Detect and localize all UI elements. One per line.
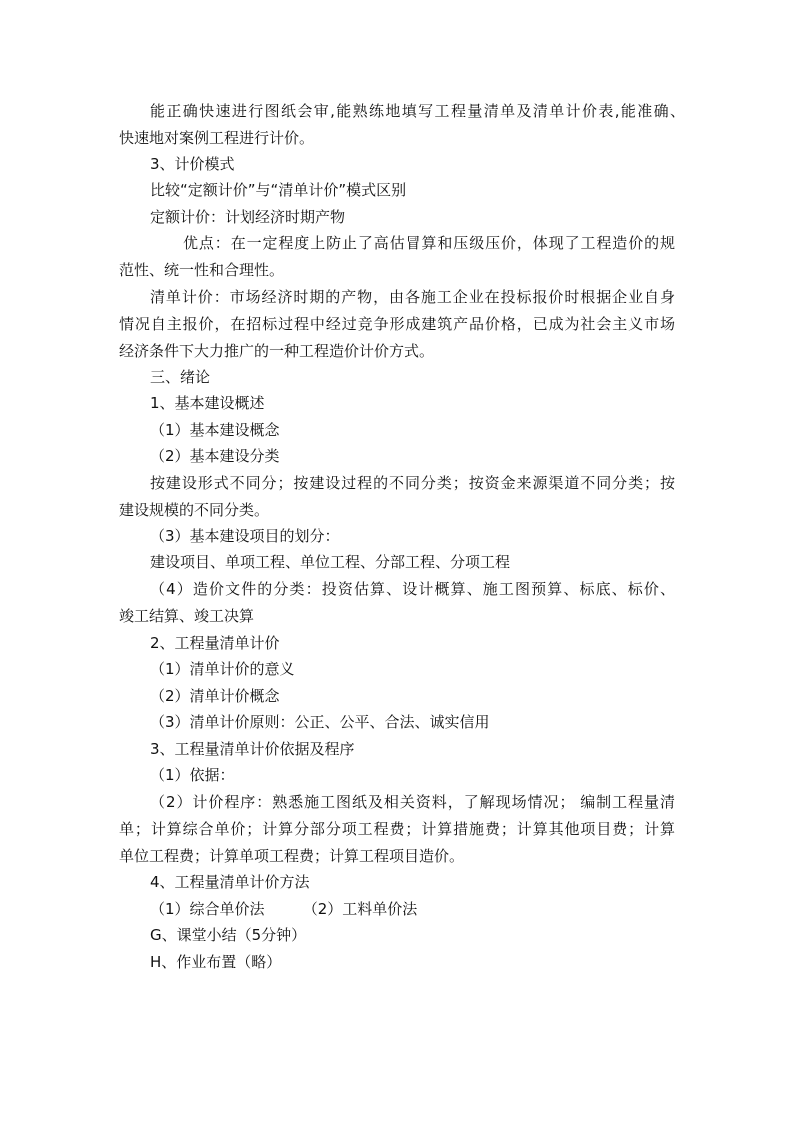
text-line: 清单计价：市场经济时期的产物，由各施工企业在投标报价时根据企业自身 xyxy=(150,288,675,306)
list-item: （1）依据： xyxy=(150,766,235,784)
section-heading: 三、绪论 xyxy=(150,368,211,386)
section-heading: 1、基本建设概述 xyxy=(150,394,265,412)
list-item: （2）基本建设分类 xyxy=(150,447,280,465)
text-line: 单位工程费；计算单项工程费；计算工程项目造价。 xyxy=(119,847,465,865)
list-item: （1）基本建设概念 xyxy=(150,421,280,439)
section-heading: 3、计价模式 xyxy=(150,155,235,173)
list-item: （3）清单计价原则：公正、公平、合法、诚实信用 xyxy=(150,713,490,731)
text-line: 竣工结算、竣工决算 xyxy=(119,607,255,625)
text-line: 比较“定额计价”与“清单计价”模式区别 xyxy=(150,181,407,199)
list-item: （1）清单计价的意义 xyxy=(150,660,295,678)
text-line: 优点：在一定程度上防止了高估冒算和压级压价，体现了工程造价的规 xyxy=(183,234,675,252)
list-item: （3）基本建设项目的划分： xyxy=(150,527,340,545)
section-heading: H、作业布置（略） xyxy=(150,953,282,971)
section-heading: 3、工程量清单计价依据及程序 xyxy=(150,740,355,758)
list-item: （4）造价文件的分类：投资估算、设计概算、施工图预算、标底、标价、 xyxy=(150,580,675,598)
section-heading: G、课堂小结（5分钟） xyxy=(150,926,307,944)
list-item: （2）清单计价概念 xyxy=(150,687,280,705)
text-line: 建设规模的不同分类。 xyxy=(119,501,270,519)
text-line: 快速地对案例工程进行计价。 xyxy=(119,129,315,147)
text-line: 单；计算综合单价；计算分部分项工程费；计算措施费；计算其他项目费；计算 xyxy=(119,820,675,838)
text-line: 建设项目、单项工程、单位工程、分部工程、分项工程 xyxy=(150,553,511,571)
list-item: （1）综合单价法 （2）工料单价法 xyxy=(150,900,418,918)
list-item: （2）计价程序：熟悉施工图纸及相关资料，了解现场情况； 编制工程量清 xyxy=(150,793,675,811)
text-line: 情况自主报价，在招标过程中经过竞争形成建筑产品价格，已成为社会主义市场 xyxy=(119,315,675,333)
text-line: 经济条件下大力推广的一种工程造价计价方式。 xyxy=(119,342,435,360)
section-heading: 4、工程量清单计价方法 xyxy=(150,873,310,891)
text-line: 按建设形式不同分；按建设过程的不同分类；按资金来源渠道不同分类；按 xyxy=(150,474,675,492)
text-line: 范性、统一性和合理性。 xyxy=(119,261,285,279)
section-heading: 2、工程量清单计价 xyxy=(150,634,280,652)
text-line: 能正确快速进行图纸会审,能熟练地填写工程量清单及清单计价表,能准确、 xyxy=(150,102,685,120)
text-line: 定额计价：计划经济时期产物 xyxy=(150,208,346,226)
